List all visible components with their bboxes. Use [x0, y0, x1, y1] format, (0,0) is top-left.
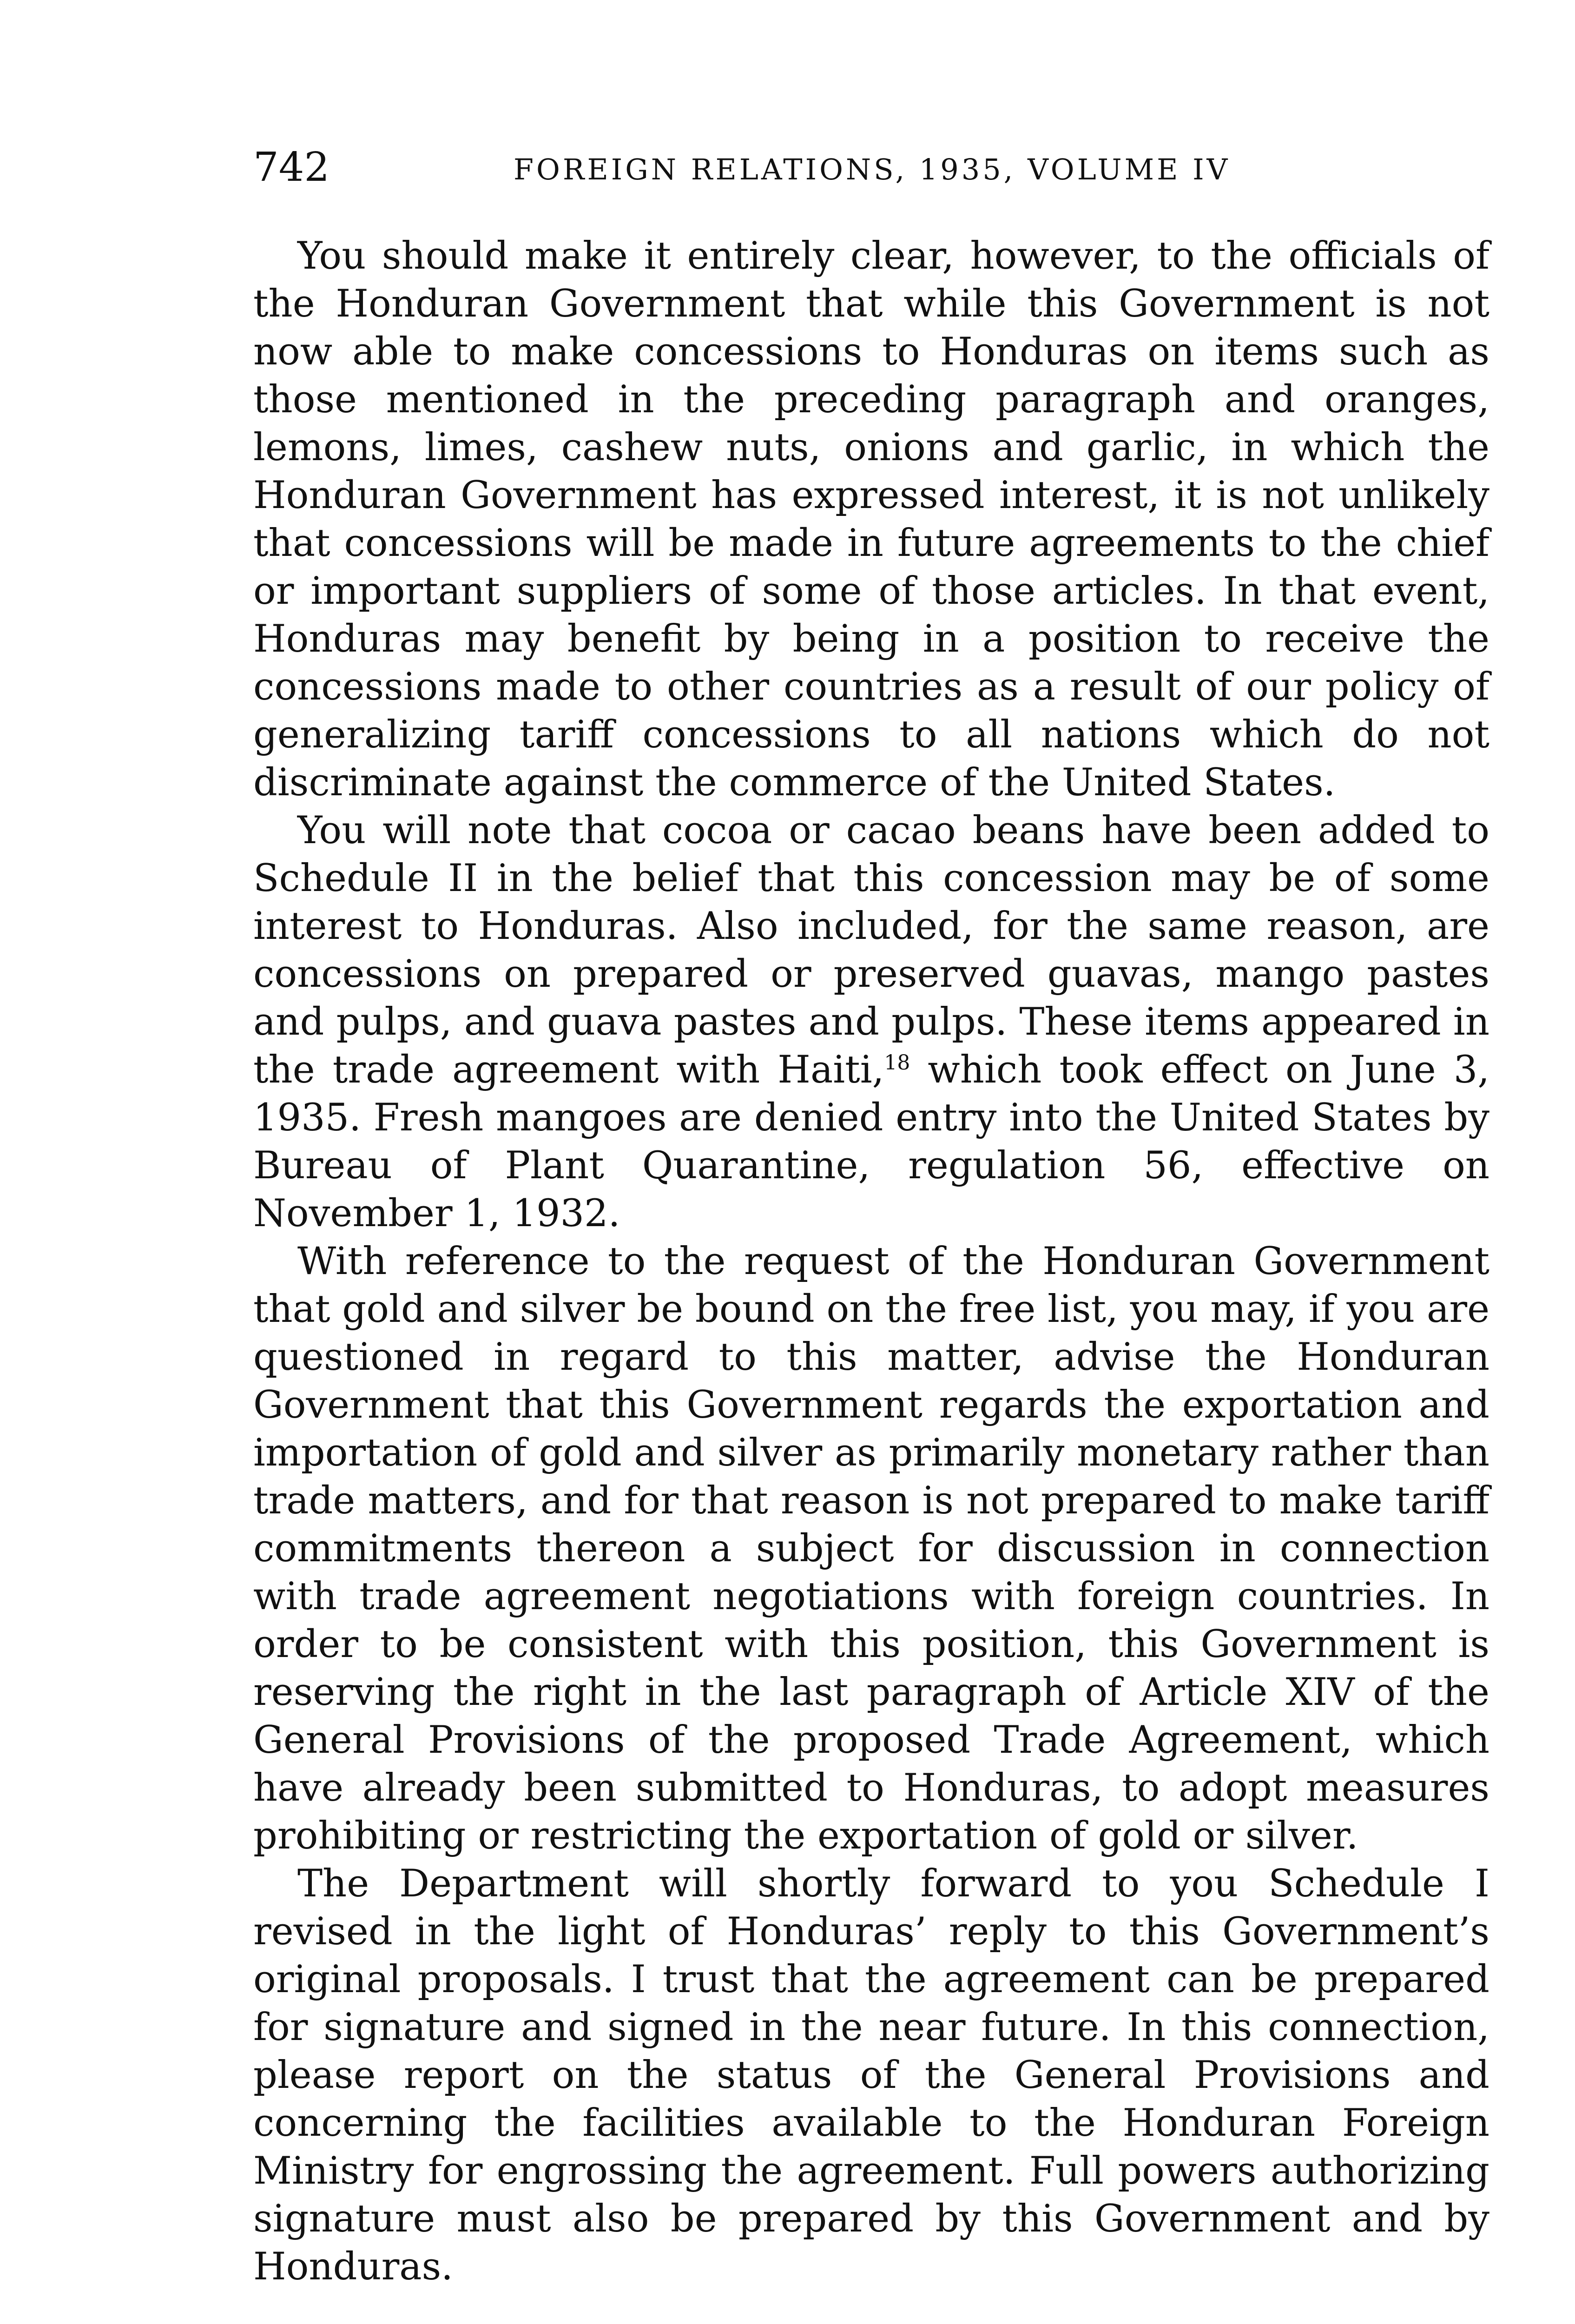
footnote-reference-18: 18 — [884, 1051, 910, 1075]
paragraph-cacao-text-b: which took effect on June 3, 1935. Fresh mangoes are denied entry into the United States by Bureau of Plant Quarantine, regulation 56, effective on November 1, 1932. — [253, 1048, 1489, 1235]
page-number: 742 — [253, 144, 330, 191]
paragraph-gold-silver: With reference to the request of the Honduran Government that gold and silver be bound on the free list, you may, if you are questioned in regard to this matter, advise the Honduran Government that this Government regards the exportation and importation of gold and silver as primarily monetary rather than trade matters, and for that reason is not prepared to make tariff commitments thereon a subject for discussion in connection with trade agreement negotiations with foreign countries. In order to be consistent with this position, this Government is reserving the right in the last paragraph of Article XIV of the General Provisions of the proposed Trade Agreement, which have already been submitted to Honduras, to adopt measures prohibiting or restricting the exportation of gold or silver. — [253, 1240, 1489, 1858]
running-head: FOREIGN RELATIONS, 1935, VOLUME IV — [514, 152, 1231, 186]
paragraph-schedule-revision: The Department will shortly forward to you Schedule I revised in the light of Honduras’ reply to this Government’s original proposals. I trust that the agreement can be prepared for signature and signed in the near future. In this connection, please report on the status of the General Provisions and concerning the facilities available to the Honduran Foreign Ministry for engrossing the agreement. Full powers authorizing signature must also be prepared by this Government and by Honduras. — [253, 1862, 1489, 2289]
letter-body — [253, 232, 1489, 2291]
paragraph-cacao-text-a: You will note that cocoa or cacao beans have been added to Schedule II in the belief that this concession may be of some interest to Honduras. Also included, for the same reason, are concessions on prepared or preserved guavas, mango pastes and pulps, and guava pastes and pulps. These items appeared in the trade agreement with Haiti, — [253, 809, 1489, 1092]
paragraph-cacao-beans — [253, 807, 1489, 1238]
page-header — [253, 139, 1489, 195]
paragraph-concessions: You should make it entirely clear, however, to the officials of the Honduran Government that while this Government is not now able to make concessions to Honduras on items such as those mentioned in the preceding paragraph and oranges, lemons, limes, cashew nuts, onions and garlic, in which the Honduran Government has expressed interest, it is not unlikely that concessions will be made in future agreements to the chief or important suppliers of some of those articles. In that event, Honduras may benefit by being in a position to receive the concessions made to other countries as a result of our policy of generalizing tariff concessions to all nations which do not discriminate against the commerce of the United States. — [253, 234, 1489, 805]
